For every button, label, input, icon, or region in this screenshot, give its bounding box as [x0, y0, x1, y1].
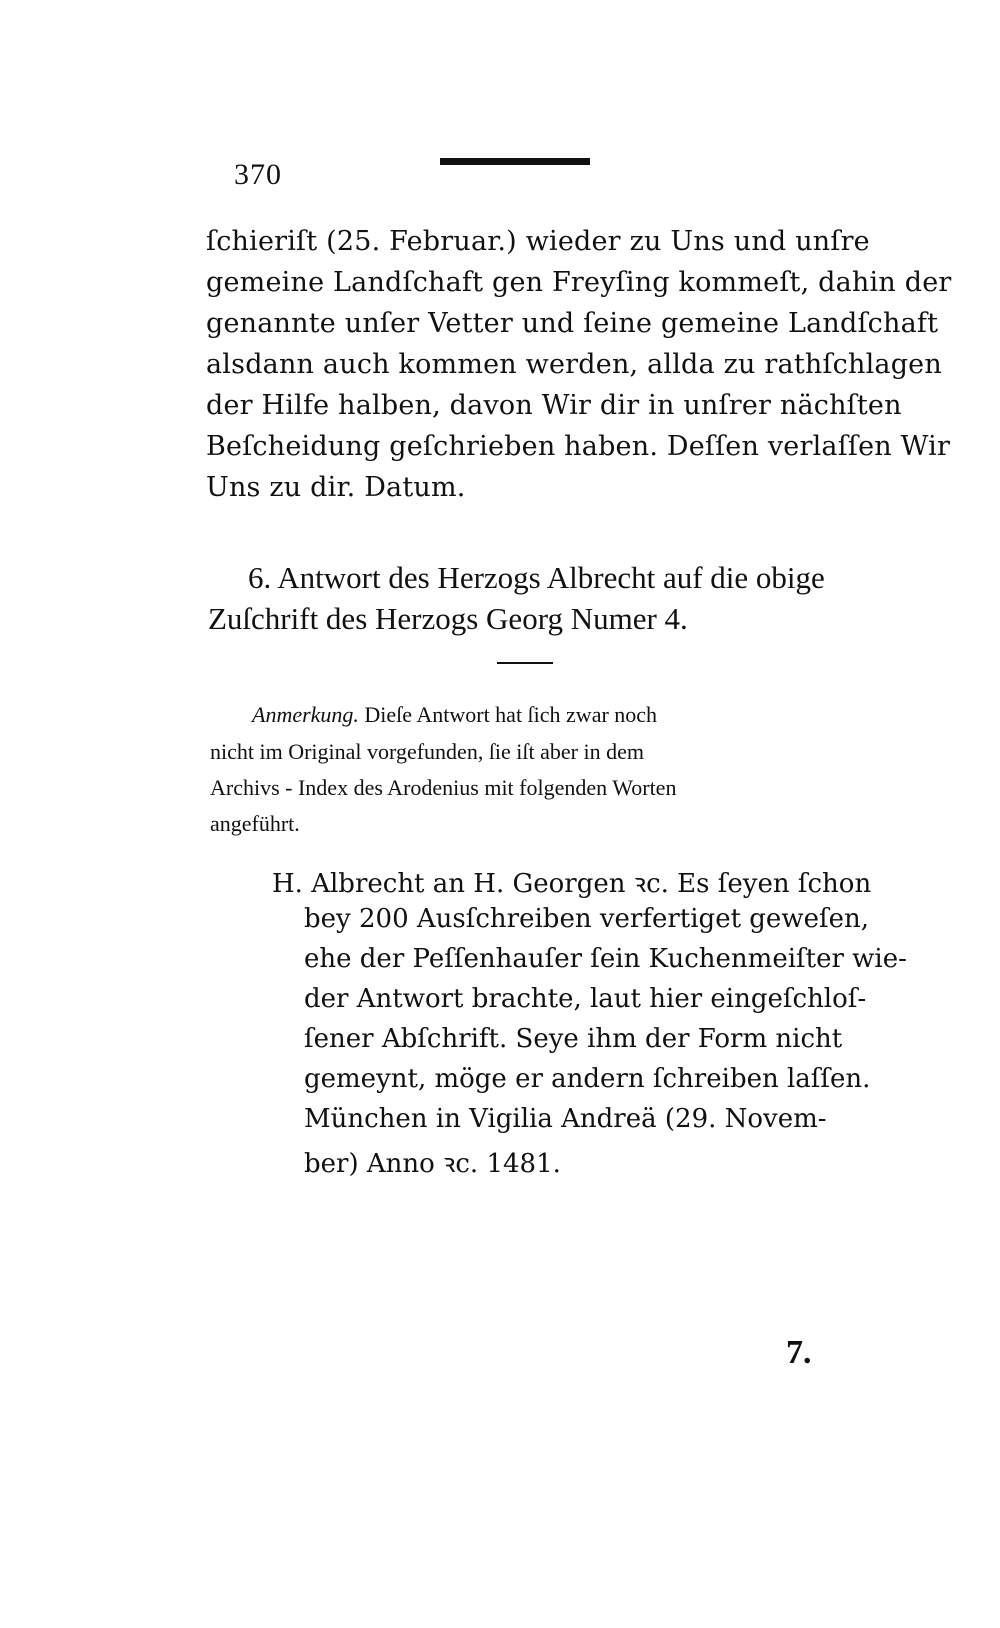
signature-mark: 7.: [786, 1334, 812, 1371]
note-line: Dieſe Antwort hat ſich zwar noch: [364, 702, 658, 727]
quote-line: gemeynt, möge er andern ſchreiben laſſen.: [304, 1064, 871, 1094]
page-number: 370: [234, 158, 282, 191]
quote-line: München in Vigilia Andreä (29. Novem-: [304, 1104, 827, 1134]
section-heading: Zuſchrift des Herzogs Georg Numer 4.: [208, 601, 688, 636]
quote-line: ſener Abſchrift. Seye ihm der Form nicht: [304, 1024, 843, 1054]
quote-line: bey 200 Ausſchreiben verfertiget geweſen,: [304, 904, 869, 934]
quote-line: ber) Anno ꝛc. 1481.: [304, 1149, 561, 1179]
body-line: genannte unſer Vetter und ſeine gemeine Landſchaft: [206, 308, 939, 339]
note-first-line: [252, 702, 657, 728]
section-heading: 6. Antwort des Herzogs Albrecht auf die obige: [248, 560, 825, 595]
body-line: Uns zu dir. Datum.: [206, 472, 466, 503]
note-line: nicht im Original vorgefunden, ſie iſt aber in dem: [210, 739, 644, 764]
body-line: gemeine Landſchaft gen Freyſing kommeſt, dahin der: [206, 267, 952, 298]
note-label: Anmerkung.: [252, 702, 359, 727]
section-divider: [497, 662, 553, 664]
note-line: Archivs - Index des Arodenius mit folgenden Worten: [210, 775, 677, 800]
body-line: Beſcheidung geſchrieben haben. Deſſen verlaſſen Wir: [206, 431, 951, 462]
quote-line: H. Albrecht an H. Georgen ꝛc. Es ſeyen ſchon: [272, 869, 872, 899]
body-line: alsdann auch kommen werden, allda zu rathſchlagen: [206, 349, 942, 380]
body-line: der Hilfe halben, davon Wir dir in unſrer nächſten: [206, 390, 902, 421]
quote-line: ehe der Peſſenhauſer ſein Kuchenmeiſter wie-: [304, 944, 907, 974]
body-line: ſchieriſt (25. Februar.) wieder zu Uns und unſre: [206, 226, 870, 257]
quote-line: der Antwort brachte, laut hier eingeſchloſ-: [304, 984, 867, 1014]
header-rule: [440, 158, 590, 165]
note-line: angeführt.: [210, 811, 300, 836]
